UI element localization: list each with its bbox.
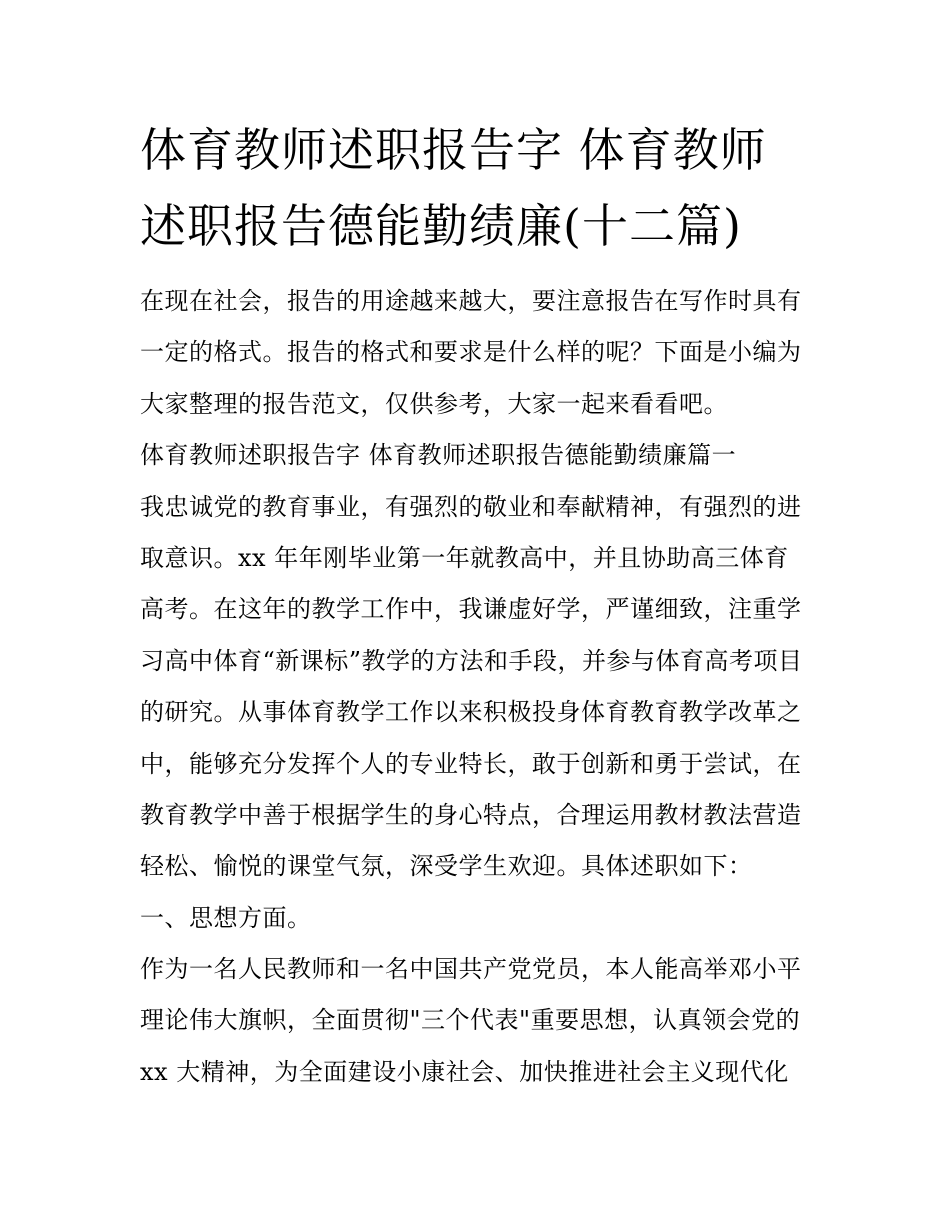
title-line: 述职报告德能勤绩廉(十二篇): [140, 199, 742, 253]
section-heading: 体育教师述职报告字 体育教师述职报告德能勤绩廉篇一: [140, 441, 737, 470]
document-title: [140, 112, 820, 264]
body-line: 轻松、愉悦的课堂气氛，深受学生欢迎。具体述职如下：: [140, 852, 753, 881]
body-line: 的研究。从事体育教学工作以来积极投身体育教育教学改革之: [140, 698, 802, 727]
subsection-heading: 一、思想方面。: [140, 903, 312, 932]
body-line: xx 大精神，为全面建设小康社会、加快推进社会主义现代化: [140, 1057, 789, 1086]
body-line: 习高中体育“新课标”教学的方法和手段，并参与体育高考项目: [140, 646, 803, 675]
document-body: [140, 276, 820, 1098]
body-line: 高考。在这年的教学工作中，我谦虚好学，严谨细致，注重学: [140, 595, 802, 624]
title-line: 体育教师述职报告字 体育教师: [140, 123, 767, 177]
body-line: 理论伟大旗帜，全面贯彻"三个代表"重要思想，认真领会党的: [140, 1006, 801, 1035]
body-line: 在现在社会，报告的用途越来越大，要注意报告在写作时具有: [140, 287, 802, 315]
body-line: 中，能够充分发挥个人的专业特长，敢于创新和勇于尝试，在: [140, 749, 802, 778]
body-line: 作为一名人民教师和一名中国共产党党员，本人能高举邓小平: [140, 955, 802, 984]
body-line: 我忠诚党的教育事业，有强烈的敬业和奉献精神，有强烈的进: [140, 492, 802, 521]
body-line: 教育教学中善于根据学生的身心特点，合理运用教材教法营造: [140, 800, 802, 829]
body-line: 取意识。xx 年年刚毕业第一年就教高中，并且协助高三体育: [140, 543, 789, 572]
body-line: 大家整理的报告范文，仅供参考，大家一起来看看吧。: [140, 389, 728, 418]
body-line: 一定的格式。报告的格式和要求是什么样的呢？下面是小编为: [140, 338, 802, 367]
